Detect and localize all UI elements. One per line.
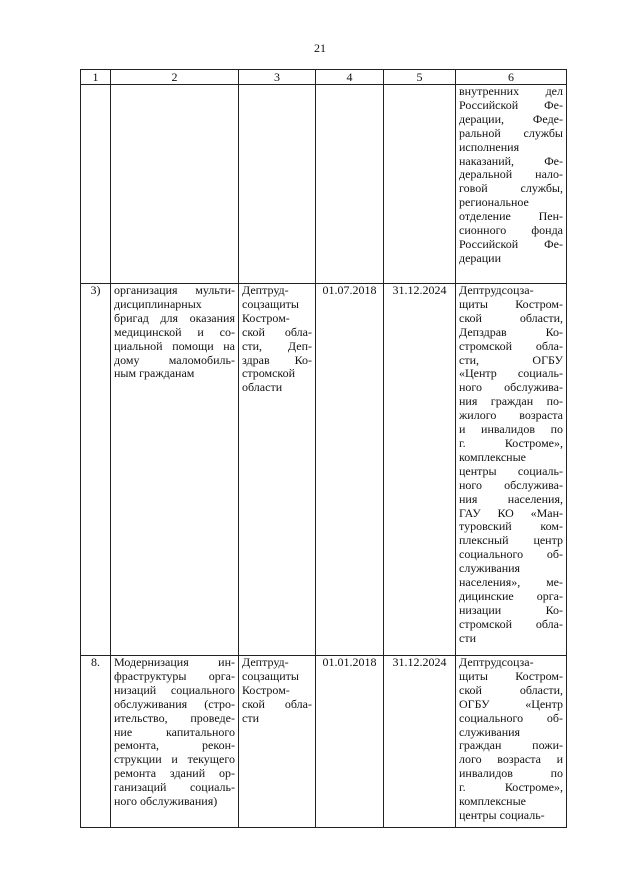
cell-line: лого возраста и — [459, 752, 563, 767]
cell-line: дисциплинарных — [114, 296, 202, 311]
table-header-row — [81, 70, 567, 85]
cell-line: организация мульти- — [114, 283, 235, 297]
cell-line: жилого возраста — [459, 408, 563, 423]
cell-line: щиты Костром- — [459, 668, 563, 683]
cell-line: ным гражданам — [114, 366, 195, 381]
cell-line: служивания — [459, 724, 521, 739]
cell-line: ного обслуживания) — [114, 794, 218, 809]
executors-cell — [456, 85, 567, 284]
cell-line: ской области, — [459, 682, 563, 697]
cell-line: центры социаль- — [459, 463, 563, 478]
cell-line: Дептруд- — [242, 283, 289, 297]
cell-line: дерации — [459, 250, 502, 265]
measure-cell — [111, 85, 239, 284]
cell-line: г. Костроме», — [459, 435, 563, 450]
row-number — [81, 85, 111, 284]
cell-line: Костром- — [242, 682, 290, 697]
table-row — [81, 85, 567, 284]
cell-line: региональное — [459, 195, 529, 210]
cell-line: ральной службы — [459, 125, 563, 140]
cell-line: Дептрудсоцза- — [459, 283, 534, 297]
cell-line: сти — [459, 630, 476, 645]
cell-line: сти, ОГБУ — [459, 352, 563, 367]
cell-line: граждан пожи- — [459, 738, 563, 753]
responsible-cell — [239, 85, 316, 284]
start-date-cell: 01.07.2018 — [316, 284, 384, 656]
cell-line: туровский ком- — [459, 519, 563, 534]
cell-line: Депздрав Ко- — [459, 324, 563, 339]
cell-line: плексный центр — [459, 533, 563, 548]
table-row — [81, 656, 567, 828]
cell-line: ОГБУ «Центр — [459, 696, 563, 711]
column-header: 1 — [81, 70, 111, 85]
cell-line: ганизаций социаль- — [114, 780, 235, 795]
cell-line: инвалидов по — [459, 766, 563, 781]
cell-line: социального об- — [459, 547, 563, 562]
cell-line: области — [242, 380, 283, 395]
row-number: 8. — [81, 656, 111, 828]
cell-line: дому маломобиль- — [114, 352, 235, 367]
cell-line: ние капитального — [114, 724, 235, 739]
cell-line: ГАУ КО «Ман- — [459, 505, 563, 520]
row-number: 3) — [81, 284, 111, 656]
cell-line: дерации, Феде- — [459, 111, 563, 126]
cell-line: сионного фонда — [459, 223, 563, 238]
cell-line: фраструктуры орга- — [114, 668, 235, 683]
cell-line: Костром- — [242, 310, 290, 325]
measure-cell — [111, 656, 239, 828]
table-row — [81, 284, 567, 656]
cell-line: Российской Фе- — [459, 236, 563, 251]
cell-line: ской обла- — [242, 324, 312, 339]
cell-line: Модернизация ин- — [114, 655, 235, 669]
responsible-cell — [239, 656, 316, 828]
cell-line: комплексные — [459, 794, 526, 809]
cell-line: соцзащиты — [242, 296, 299, 311]
cell-line: низации Ко- — [459, 602, 563, 617]
cell-line: говой службы, — [459, 181, 563, 196]
cell-line: сти — [242, 710, 259, 725]
cell-line: ния граждан по- — [459, 394, 563, 409]
cell-line: центры социаль- — [459, 807, 545, 822]
cell-line: здрав Ко- — [242, 352, 312, 367]
measures-table — [80, 69, 567, 828]
responsible-cell — [239, 284, 316, 656]
cell-line: ния населения, — [459, 491, 563, 506]
cell-line: и инвалидов по — [459, 422, 563, 437]
executors-cell — [456, 284, 567, 656]
cell-line: Российской Фе- — [459, 97, 563, 112]
cell-line: отделение Пен- — [459, 209, 563, 224]
column-header: 6 — [456, 70, 567, 85]
cell-line: социального об- — [459, 710, 563, 725]
column-header: 3 — [239, 70, 316, 85]
executors-cell — [456, 656, 567, 828]
start-date-cell — [316, 85, 384, 284]
cell-line: ремонта зданий ор- — [114, 766, 235, 781]
start-date-cell: 01.01.2018 — [316, 656, 384, 828]
cell-line: низаций социального — [114, 682, 235, 697]
end-date-cell: 31.12.2024 — [384, 284, 456, 656]
page-number: 21 — [314, 41, 326, 55]
cell-line: Дептрудсоцза- — [459, 655, 534, 669]
cell-line: ительство, проведе- — [114, 710, 235, 725]
cell-line: внутренних дел — [459, 84, 563, 98]
cell-line: Дептруд- — [242, 655, 289, 669]
cell-line: деральной нало- — [459, 167, 563, 182]
measure-cell — [111, 284, 239, 656]
cell-line: струкции и текущего — [114, 752, 235, 767]
cell-line: ного обслужива- — [459, 380, 563, 395]
cell-line: сти, Деп- — [242, 338, 312, 353]
cell-line: бригад для оказания — [114, 310, 235, 325]
column-header: 4 — [316, 70, 384, 85]
cell-line: ской области, — [459, 310, 563, 325]
cell-line: «Центр социаль- — [459, 366, 563, 381]
cell-line: ного обслужива- — [459, 477, 563, 492]
cell-line: щиты Костром- — [459, 296, 563, 311]
cell-line: ской обла- — [242, 696, 312, 711]
column-header: 5 — [384, 70, 456, 85]
cell-line: стромской — [242, 366, 296, 381]
cell-line: обслуживания (стро- — [114, 696, 235, 711]
column-header: 2 — [111, 70, 239, 85]
cell-line: медицинской и со- — [114, 324, 235, 339]
cell-line: дицинские орга- — [459, 588, 563, 603]
end-date-cell: 31.12.2024 — [384, 656, 456, 828]
cell-line: циальной помощи на — [114, 338, 235, 353]
cell-line: населения», ме- — [459, 575, 563, 590]
cell-line: г. Костроме», — [459, 780, 563, 795]
cell-line: комплексные — [459, 449, 526, 464]
cell-line: соцзащиты — [242, 668, 299, 683]
cell-line: служивания — [459, 561, 521, 576]
cell-line: стромской обла- — [459, 616, 563, 631]
cell-line: исполнения — [459, 139, 520, 154]
cell-line: ремонта, рекон- — [114, 738, 235, 753]
end-date-cell — [384, 85, 456, 284]
cell-line: стромской обла- — [459, 338, 563, 353]
cell-line: наказаний, Фе- — [459, 153, 563, 168]
